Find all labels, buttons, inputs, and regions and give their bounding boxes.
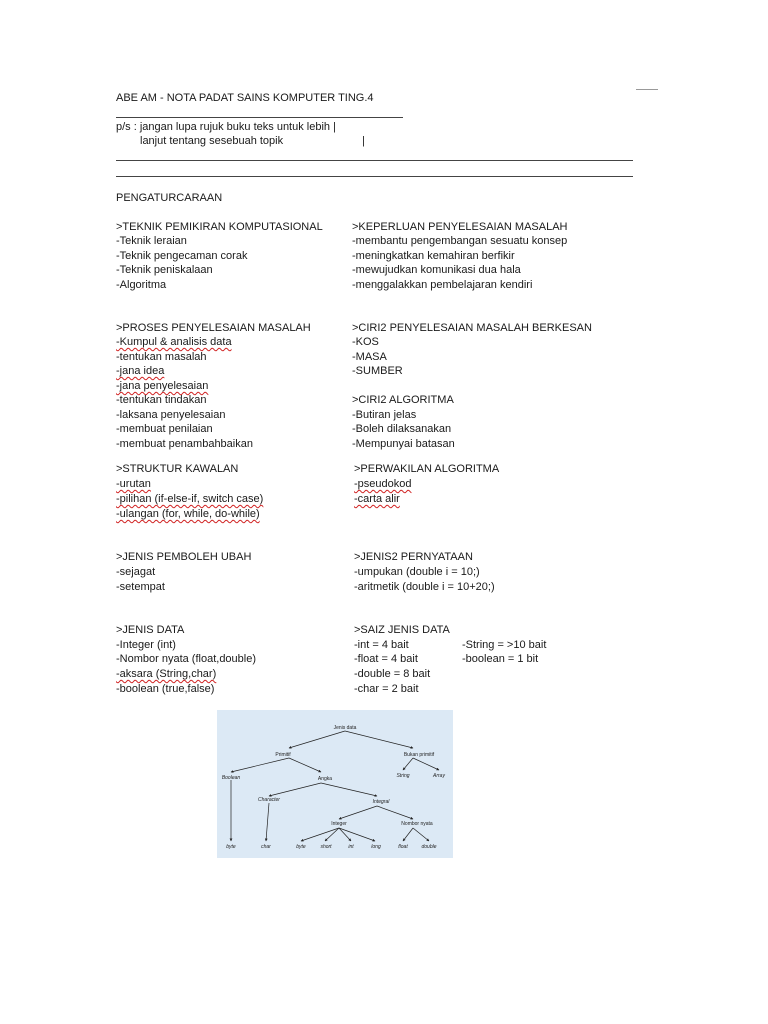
- pernyataan-heading: >JENIS2 PERNYATAAN: [354, 551, 473, 563]
- list-item: -ulangan (for, while, do-while): [116, 508, 260, 520]
- leaf-byte: byte: [226, 844, 236, 850]
- ciri-berkesan-heading: >CIRI2 PENYELESAIAN MASALAH BERKESAN: [352, 322, 592, 334]
- list-item: -tentukan masalah: [116, 351, 207, 363]
- list-item: -String = >10 bait: [462, 639, 547, 651]
- list-item: -Mempunyai batasan: [352, 438, 455, 450]
- node-bukan-primitif: Bukan primitif: [403, 752, 435, 758]
- list-item: -pseudokod: [354, 478, 412, 490]
- node-integral: Integral: [372, 799, 390, 805]
- list-item: -membuat penilaian: [116, 423, 213, 435]
- list-item: -tentukan tindakan: [116, 394, 207, 406]
- list-item: -Butiran jelas: [352, 409, 417, 421]
- list-item: -boolean (true,false): [116, 683, 215, 695]
- list-item: -Teknik pengecaman corak: [116, 250, 248, 262]
- list-item: -aksara (String,char): [116, 668, 217, 680]
- struktur-heading: >STRUKTUR KAWALAN: [116, 463, 239, 475]
- node-angka: Angka: [317, 776, 333, 782]
- title-underline: [116, 117, 403, 118]
- list-item: -int = 4 bait: [354, 639, 409, 651]
- pemboleh-heading: >JENIS PEMBOLEH UBAH: [116, 551, 252, 563]
- list-item: -double = 8 bait: [354, 668, 431, 680]
- list-item: -Algoritma: [116, 279, 167, 291]
- list-item: -carta alir: [354, 493, 400, 505]
- list-item: -float = 4 bait: [354, 653, 418, 665]
- list-item: -KOS: [352, 336, 379, 348]
- list-item: -Teknik leraian: [116, 235, 187, 247]
- leaf-float: float: [398, 844, 408, 850]
- page-title: ABE AM - NOTA PADAT SAINS KOMPUTER TING.4: [116, 92, 374, 104]
- divider-2: [116, 176, 633, 177]
- list-item: -umpukan (double i = 10;): [354, 566, 480, 578]
- ciri-algo-heading: >CIRI2 ALGORITMA: [352, 394, 454, 406]
- leaf-long: long: [371, 844, 381, 850]
- node-string: String: [396, 773, 410, 779]
- node-boolean: Boolean: [221, 775, 241, 781]
- jenis-data-heading: >JENIS DATA: [116, 624, 185, 636]
- list-item: -jana penyelesaian: [116, 380, 209, 392]
- note-bar: |: [362, 135, 365, 147]
- diagram-background: [217, 710, 453, 858]
- leaf-byte-2: byte: [296, 844, 306, 850]
- list-item: -laksana penyelesaian: [116, 409, 226, 421]
- list-item: -sejagat: [116, 566, 156, 578]
- teknik-heading: >TEKNIK PEMIKIRAN KOMPUTASIONAL: [116, 221, 323, 233]
- list-item: -jana idea: [116, 365, 165, 377]
- list-item: -mewujudkan komunikasi dua hala: [352, 264, 521, 276]
- list-item: -Boleh dilaksanakan: [352, 423, 452, 435]
- proses-heading: >PROSES PENYELESAIAN MASALAH: [116, 322, 311, 334]
- list-item: -urutan: [116, 478, 151, 490]
- node-integer: Integer: [331, 821, 347, 827]
- leaf-char: char: [261, 844, 271, 850]
- list-item: -menggalakkan pembelajaran kendiri: [352, 279, 533, 291]
- node-nombor-nyata: Nombor nyata: [401, 821, 433, 827]
- perwakilan-heading: >PERWAKILAN ALGORITMA: [354, 463, 500, 475]
- list-item: -meningkatkan kemahiran berfikir: [352, 250, 515, 262]
- corner-mark: [636, 89, 658, 90]
- keperluan-heading: >KEPERLUAN PENYELESAIAN MASALAH: [352, 221, 568, 233]
- list-item: -Kumpul & analisis data: [116, 336, 232, 348]
- list-item: -membuat penambahbaikan: [116, 438, 253, 450]
- list-item: -setempat: [116, 581, 165, 593]
- list-item: -Teknik peniskalaan: [116, 264, 213, 276]
- list-item: -boolean = 1 bit: [462, 653, 539, 665]
- list-item: -Nombor nyata (float,double): [116, 653, 257, 665]
- list-item: -pilihan (if-else-if, switch case): [116, 493, 264, 505]
- node-root: Jenis data: [333, 725, 357, 731]
- leaf-int: int: [348, 844, 354, 850]
- leaf-double: double: [421, 844, 437, 850]
- saiz-heading: >SAIZ JENIS DATA: [354, 624, 450, 636]
- section-title: PENGATURCARAAN: [116, 192, 223, 204]
- node-primitif: Primitif: [275, 752, 291, 758]
- node-character: Character: [258, 797, 280, 803]
- data-type-tree-diagram: [217, 710, 453, 858]
- leaf-short: short: [320, 844, 332, 850]
- list-item: -membantu pengembangan sesuatu konsep: [352, 235, 568, 247]
- note-line-2: lanjut tentang sesebuah topik: [140, 135, 284, 147]
- note-line-1: p/s : jangan lupa rujuk buku teks untuk lebih |: [116, 121, 336, 133]
- node-array: Array: [433, 773, 445, 779]
- list-item: -SUMBER: [352, 365, 403, 377]
- list-item: -aritmetik (double i = 10+20;): [354, 581, 495, 593]
- list-item: -Integer (int): [116, 639, 176, 651]
- divider-1: [116, 160, 633, 161]
- list-item: -MASA: [352, 351, 387, 363]
- list-item: -char = 2 bait: [354, 683, 419, 695]
